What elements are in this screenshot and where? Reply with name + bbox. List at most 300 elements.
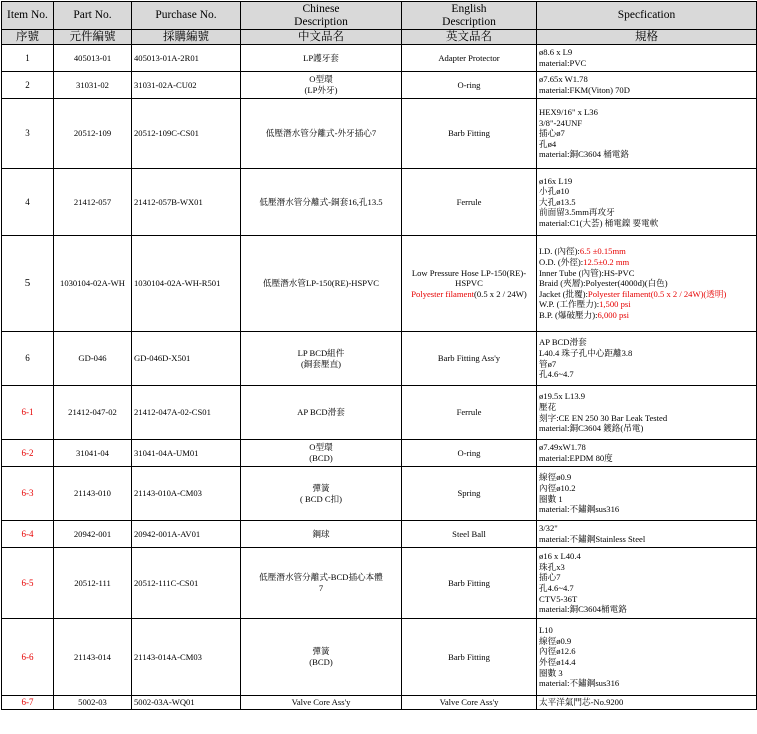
spec-line (539, 128, 754, 139)
spec-line (539, 423, 754, 434)
spec-text: 插心7 (539, 572, 561, 583)
english-description-cell (402, 169, 537, 236)
part-no: 20942-001 (73, 528, 112, 539)
chinese-description-cell (241, 236, 402, 332)
spec-text: material:銅C3604 桶電鉻 (539, 149, 629, 160)
part-no-cell (54, 548, 132, 619)
english-description-cell (402, 45, 537, 72)
english-description-line (404, 697, 534, 708)
spec-line (539, 218, 754, 229)
english-description-line (404, 268, 534, 279)
spec-text: 線徑ø0.9 (539, 635, 572, 646)
chinese-description-line: O型環 (309, 442, 333, 453)
spec-text: material:不鏽鋼Stainless Steel (539, 534, 646, 544)
header-english-description: English Description (402, 2, 537, 30)
spec-text: 內徑ø12.6 (539, 646, 576, 657)
spec-line (539, 483, 754, 494)
specification-cell (537, 386, 757, 440)
table-row (2, 72, 757, 99)
spec-text: 3/32" (539, 523, 558, 534)
english-description-line (404, 652, 534, 663)
item-no: 6-6 (21, 651, 34, 662)
english-description-line (404, 80, 534, 91)
english-description-line (404, 353, 534, 364)
spec-text: material:FKM(Viton) 70D (539, 85, 630, 95)
spec-text: 插心ø7 (539, 128, 565, 139)
item-no-cell (2, 548, 54, 619)
header-english-description-zh: 英文品名 (402, 30, 537, 45)
part-no: 405013-01 (73, 52, 112, 63)
part-no: 21143-014 (74, 651, 111, 662)
chinese-description-line: O型環 (309, 74, 333, 85)
item-no-cell (2, 169, 54, 236)
english-description-text: HSPVC (455, 278, 483, 289)
spec-text: ø7.49xW1.78 (539, 442, 586, 453)
table-row (2, 696, 757, 710)
part-no: 20512-109 (73, 128, 112, 139)
table-row (2, 619, 757, 696)
table-row (2, 236, 757, 332)
chinese-description-line: Valve Core Ass'y (291, 697, 351, 708)
english-description-text: Low Pressure Hose LP-150(RE)- (411, 267, 527, 278)
purchase-no-cell (132, 467, 241, 521)
spec-line (539, 657, 754, 668)
item-no-cell (2, 619, 54, 696)
spec-line (539, 523, 754, 534)
english-description-text: (0.5 x 2 / 24W) (474, 288, 527, 299)
purchase-no: 31041-04A-UM01 (134, 447, 199, 458)
spec-text: ø7.65x W1.78 (539, 74, 588, 85)
spec-text: 小孔ø10 (539, 186, 570, 197)
spec-text: 孔4.6~4.7 (539, 369, 574, 380)
spec-text: O.D. (外徑): (539, 257, 584, 268)
spec-line (539, 678, 754, 689)
spec-text: 壓花 (539, 401, 557, 412)
part-no: 21412-047-02 (68, 407, 117, 418)
spec-text: material:不鏽鋼sus316 (539, 678, 620, 689)
chinese-description-cell (241, 696, 402, 710)
chinese-description-line: (BCD) (309, 453, 333, 463)
purchase-no: 21143-014A-CM03 (134, 651, 202, 662)
chinese-description-cell (241, 45, 402, 72)
spec-text: 圈數 1 (539, 493, 563, 504)
purchase-no: 20512-109C-CS01 (134, 128, 199, 139)
chinese-description-cell (241, 72, 402, 99)
item-no: 6-2 (21, 447, 34, 458)
chinese-description-line: 低壓潛水管LP-150(RE)-HSPVC (262, 278, 380, 289)
table-row (2, 467, 757, 521)
chinese-description-line: 低壓潛水管分離式-BCD插心本體 (259, 572, 383, 583)
purchase-no-cell (132, 440, 241, 467)
specification-cell (537, 45, 757, 72)
item-no: 2 (25, 79, 30, 90)
part-no: 31041-04 (76, 447, 109, 458)
header-purchase-no: Purchase No. (132, 2, 241, 30)
item-no-cell (2, 467, 54, 521)
purchase-no: 31031-02A-CU02 (134, 79, 197, 90)
spec-text: material:銅C3604桶電鉻 (539, 604, 627, 615)
part-no: 1030104-02A-WH (60, 278, 125, 289)
header-chinese-description: Chinese Description (241, 2, 402, 30)
chinese-description-line: (銅套壓直) (300, 358, 342, 369)
chinese-description-cell (241, 332, 402, 386)
chinese-description-cell (241, 548, 402, 619)
spec-text: ø19.5x L13.9 (539, 391, 586, 402)
item-no-cell (2, 386, 54, 440)
part-no: 21143-010 (74, 488, 111, 499)
spec-text: 12.5±0.2 mm (583, 257, 630, 268)
specification-cell (537, 696, 757, 710)
specification-cell (537, 72, 757, 99)
part-no-cell (54, 45, 132, 72)
purchase-no-cell (132, 521, 241, 548)
spec-line (539, 47, 754, 58)
english-description-text: Ferrule (456, 407, 482, 418)
header-specification-zh: 規格 (537, 30, 757, 45)
spec-line (539, 369, 754, 380)
purchase-no: 20942-001A-AV01 (134, 528, 201, 539)
spec-text: 刻字:CE EN 250 30 Bar Leak Tested (539, 412, 668, 423)
purchase-no-cell (132, 619, 241, 696)
spec-line (539, 413, 754, 424)
spec-text: material:銅C3604 鍍鉻(吊電) (539, 423, 644, 434)
spec-line (539, 197, 754, 208)
part-no-cell (54, 169, 132, 236)
item-no: 1 (25, 52, 30, 63)
english-description-cell (402, 99, 537, 169)
english-description-line (404, 289, 534, 300)
spec-line (539, 391, 754, 402)
purchase-no: 5002-03A-WQ01 (134, 697, 195, 708)
spec-line (539, 504, 754, 515)
chinese-description-line: 鋼球 (312, 528, 330, 539)
header-item-no-zh: 序號 (2, 30, 54, 45)
item-no: 4 (25, 196, 30, 207)
spec-text: I.D. (內徑): (539, 246, 580, 257)
english-description-text: Spring (457, 488, 481, 499)
purchase-no: 20512-111C-CS01 (134, 577, 199, 588)
spec-line (539, 85, 754, 96)
item-no: 5 (24, 277, 31, 290)
spec-line (539, 442, 754, 453)
chinese-description-line: (BCD) (309, 657, 333, 667)
spec-line (539, 337, 754, 348)
purchase-no: 21412-047A-02-CS01 (134, 407, 211, 418)
purchase-no: 21143-010A-CM03 (134, 488, 202, 499)
purchase-no-cell (132, 696, 241, 710)
english-description-text: O-ring (457, 447, 481, 458)
spec-line (539, 453, 754, 464)
spec-line (539, 697, 754, 708)
part-no-cell (54, 99, 132, 169)
english-description-cell (402, 72, 537, 99)
chinese-description-cell (241, 521, 402, 548)
english-description-cell (402, 386, 537, 440)
spec-text: 前面留3.5mm再攻牙 (539, 207, 615, 218)
header-chinese-description-zh: 中文品名 (241, 30, 402, 45)
specification-cell (537, 548, 757, 619)
spec-line (539, 139, 754, 150)
english-description-line (404, 488, 534, 499)
spec-text: W.P. (工作壓力): (539, 299, 600, 310)
spec-text: ø16x L19 (539, 175, 573, 186)
spec-text: 大孔ø13.5 (539, 196, 576, 207)
spec-line (539, 74, 754, 85)
purchase-no-cell (132, 72, 241, 99)
purchase-no-cell (132, 99, 241, 169)
specification-cell (537, 440, 757, 467)
purchase-no-cell (132, 236, 241, 332)
spec-text: 圈數 3 (539, 667, 563, 678)
spec-text: 線徑ø0.9 (539, 472, 572, 483)
chinese-description-line: 7 (318, 583, 324, 593)
english-description-text: Polyester filament (411, 288, 475, 299)
purchase-no: GD-046D-X501 (134, 353, 191, 364)
header-purchase-no-zh: 採購編號 (132, 30, 241, 45)
spec-text: Braid (夾層):Polyester(4000d)(白色) (539, 278, 668, 289)
specification-cell (537, 619, 757, 696)
spec-text: L10 (539, 625, 553, 636)
english-description-cell (402, 332, 537, 386)
spec-text: 孔4.6~4.7 (539, 583, 574, 593)
spec-line (539, 646, 754, 657)
spec-line (539, 246, 754, 257)
item-no-cell (2, 521, 54, 548)
spec-line (539, 257, 754, 268)
item-no: 6 (25, 353, 30, 364)
part-no-cell (54, 619, 132, 696)
item-no: 3 (25, 128, 30, 139)
item-no: 6-5 (21, 577, 34, 588)
english-description-text: Steel Ball (452, 528, 486, 539)
specification-cell (537, 332, 757, 386)
spec-text: HEX9/16" x L36 (539, 107, 598, 118)
specification-cell (537, 467, 757, 521)
spec-line (539, 402, 754, 413)
part-no-cell (54, 386, 132, 440)
header-item-no: Item No. (2, 2, 54, 30)
specification-cell (537, 99, 757, 169)
chinese-description-cell (241, 99, 402, 169)
spec-line (539, 118, 754, 129)
spec-text: material:C1(大荟) 桶電鎳 要電軟 (539, 217, 659, 228)
spec-line (539, 551, 754, 562)
spec-line (539, 359, 754, 370)
purchase-no-cell (132, 169, 241, 236)
spec-line (539, 594, 754, 605)
spec-text: ø16 x L40.4 (539, 551, 581, 562)
english-description-cell (402, 236, 537, 332)
purchase-no: 1030104-02A-WH-R501 (134, 278, 221, 289)
specification-cell (537, 236, 757, 332)
purchase-no-cell (132, 45, 241, 72)
chinese-description-line: LP護牙套 (303, 52, 339, 63)
chinese-description-cell (241, 619, 402, 696)
english-description-line (404, 529, 534, 540)
purchase-no-cell (132, 548, 241, 619)
item-no-cell (2, 72, 54, 99)
header-row-chinese (2, 30, 757, 45)
header-part-no-zh: 元件編號 (54, 30, 132, 45)
item-no-cell (2, 45, 54, 72)
chinese-description-line: 低壓潛水管分離式-外牙插心7 (265, 128, 377, 139)
english-description-text: Adapter Protector (438, 52, 500, 63)
spec-text: 6.5 ±0.15mm (579, 246, 626, 257)
spec-line (539, 625, 754, 636)
parts-spec-table (1, 1, 757, 710)
table-row (2, 440, 757, 467)
table-row (2, 332, 757, 386)
spec-line (539, 176, 754, 187)
part-no-cell (54, 467, 132, 521)
table-row (2, 386, 757, 440)
table-row (2, 99, 757, 169)
chinese-description-line: LP BCD組件 (297, 347, 345, 358)
english-description-text: O-ring (457, 79, 481, 90)
english-description-text: Barb Fitting (448, 651, 490, 662)
english-description-text: Valve Core Ass'y (439, 697, 499, 708)
spec-line (539, 583, 754, 594)
spec-line (539, 636, 754, 647)
english-description-cell (402, 521, 537, 548)
spec-line (539, 572, 754, 583)
spec-text: 管ø7 (539, 358, 557, 369)
chinese-description-line: AP BCD滑套 (297, 407, 345, 418)
spec-line (539, 604, 754, 615)
item-no: 6-4 (21, 528, 34, 539)
spec-line (539, 278, 754, 289)
spec-text: 太平洋氣門芯-No.9200 (539, 697, 624, 708)
spec-text: Polyester filament(0.5 x 2 / 24W)(透明) (587, 288, 727, 299)
english-description-cell (402, 619, 537, 696)
item-no: 6-3 (21, 488, 34, 499)
table-row (2, 521, 757, 548)
chinese-description-line: 彈簧 (312, 482, 330, 493)
spec-text: 外徑ø14.4 (539, 657, 576, 667)
spec-line (539, 289, 754, 300)
part-no-cell (54, 332, 132, 386)
chinese-description-cell (241, 386, 402, 440)
part-no: 31031-02 (76, 79, 109, 90)
table-row (2, 45, 757, 72)
chinese-description-cell (241, 440, 402, 467)
item-no-cell (2, 99, 54, 169)
spec-line (539, 472, 754, 483)
spec-text: material:不鏽鋼sus316 (539, 504, 620, 515)
spec-line (539, 348, 754, 359)
english-description-text: Ferrule (456, 196, 482, 207)
chinese-description-line: ( BCD C扣) (299, 493, 343, 504)
chinese-description-cell (241, 467, 402, 521)
spec-text: 珠孔x3 (539, 561, 565, 572)
item-no-cell (2, 696, 54, 710)
item-no: 6-1 (21, 407, 34, 418)
item-no-cell (2, 440, 54, 467)
table-row (2, 548, 757, 619)
spec-text: 1,500 psi (599, 299, 631, 310)
english-description-line (404, 128, 534, 139)
purchase-no: 21412-057B-WX01 (134, 196, 203, 207)
english-description-text: Barb Fitting (448, 128, 490, 139)
part-no: 21412-057 (73, 196, 112, 207)
spec-line (539, 58, 754, 69)
item-no-cell (2, 236, 54, 332)
spec-line (539, 299, 754, 310)
part-no: 5002-03 (78, 697, 107, 708)
part-no: 20512-111 (74, 577, 111, 588)
spec-line (539, 310, 754, 321)
table-row (2, 169, 757, 236)
english-description-text: Barb Fitting Ass'y (437, 353, 501, 364)
chinese-description-cell (241, 169, 402, 236)
spec-text: AP BCD滑套 (539, 337, 587, 348)
spec-line (539, 494, 754, 505)
english-description-text: Barb Fitting (448, 577, 490, 588)
purchase-no-cell (132, 386, 241, 440)
spec-text: material:EPDM 80度 (539, 453, 613, 463)
part-no-cell (54, 521, 132, 548)
spec-text: B.P. (爆破壓力): (539, 309, 598, 320)
part-no-cell (54, 236, 132, 332)
spec-line (539, 149, 754, 160)
part-no-cell (54, 440, 132, 467)
english-description-line (404, 197, 534, 208)
header-row-english (2, 2, 757, 30)
spec-text: 內徑ø10.2 (539, 482, 576, 493)
spec-text: material:PVC (539, 58, 587, 68)
purchase-no-cell (132, 332, 241, 386)
english-description-cell (402, 440, 537, 467)
spec-line (539, 207, 754, 218)
header-specification: Specfication (537, 2, 757, 30)
chinese-description-line: (LP外牙) (304, 85, 338, 95)
part-no-cell (54, 696, 132, 710)
english-description-line (404, 278, 534, 289)
spec-line (539, 268, 754, 279)
spec-text: 6,000 psi (597, 309, 630, 320)
spec-text: 孔ø4 (539, 138, 557, 149)
english-description-line (404, 448, 534, 459)
chinese-description-line: 彈簧 (312, 646, 330, 657)
specification-cell (537, 521, 757, 548)
spec-line (539, 534, 754, 545)
english-description-cell (402, 696, 537, 710)
english-description-line (404, 53, 534, 64)
part-no-cell (54, 72, 132, 99)
spec-line (539, 107, 754, 118)
english-description-line (404, 578, 534, 589)
spec-text: ø8.6 x L9 (539, 47, 573, 58)
spec-line (539, 668, 754, 679)
spec-text: 3/8"-24UNF (539, 117, 583, 128)
specification-cell (537, 169, 757, 236)
spec-line (539, 186, 754, 197)
part-no: GD-046 (78, 353, 107, 364)
spec-text: Inner Tube (內管):HS-PVC (539, 267, 635, 278)
spec-text: L40.4 珠子孔中心距離3.8 (539, 347, 633, 358)
item-no: 6-7 (21, 697, 34, 708)
purchase-no: 405013-01A-2R01 (134, 52, 199, 63)
english-description-cell (402, 467, 537, 521)
spec-text: CTV5-36T (539, 593, 578, 604)
chinese-description-line: 低壓潛水管分離式-銅套16,孔13.5 (259, 196, 383, 207)
spec-text: Jacket (批覆): (539, 288, 588, 299)
header-part-no: Part No. (54, 2, 132, 30)
spec-line (539, 562, 754, 573)
english-description-line (404, 407, 534, 418)
english-description-cell (402, 548, 537, 619)
item-no-cell (2, 332, 54, 386)
